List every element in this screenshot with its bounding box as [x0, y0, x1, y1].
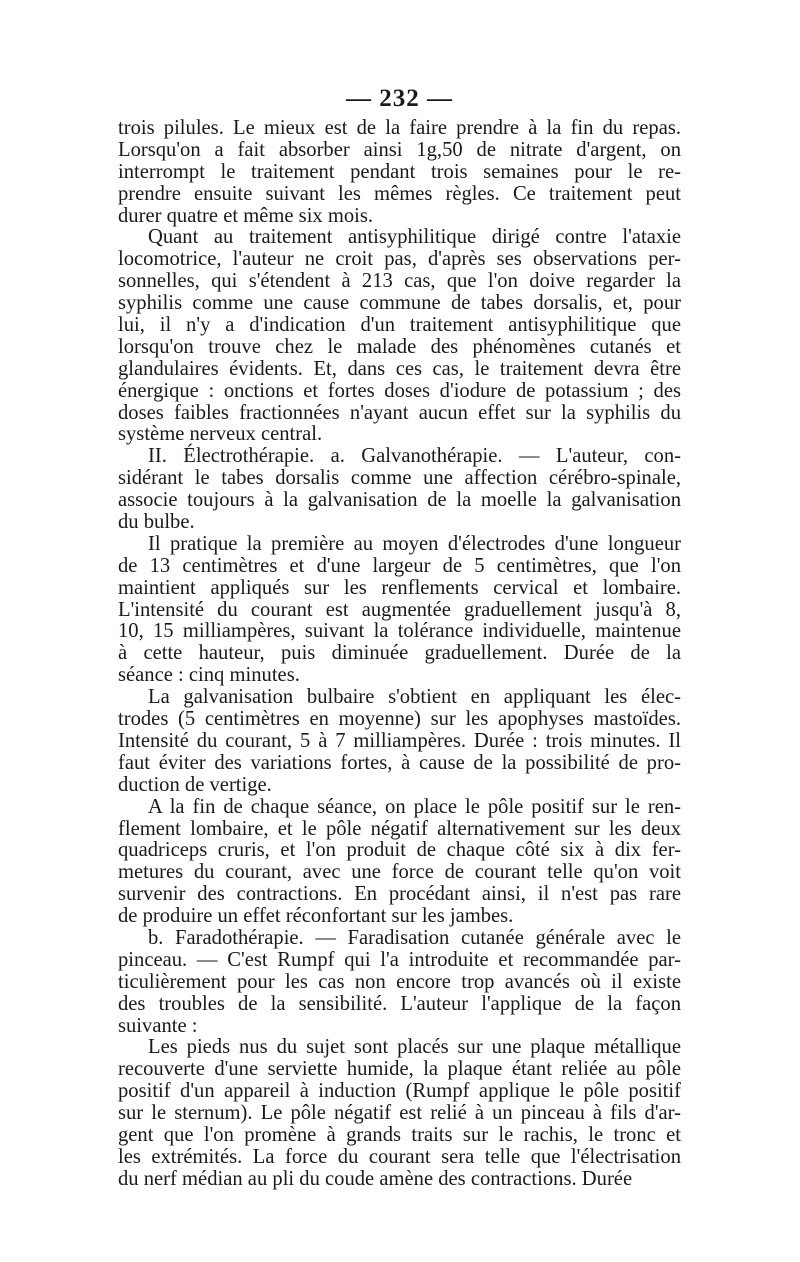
text-line: système nerveux central.	[118, 423, 323, 446]
text-line: associe toujours à la galvanisation de la moelle la galvanisation	[118, 489, 681, 512]
text-line: Lorsqu'on a fait absorber ainsi 1g,50 de nitrate d'argent, on	[118, 138, 681, 161]
text-line: La galvanisation bulbaire s'obtient en appliquant les élec-	[148, 686, 681, 709]
paragraph-silver-nitrate-treatment	[118, 118, 681, 227]
book-page	[118, 84, 681, 1191]
text-line: survenir des contractions. En procédant ainsi, il n'est pas rare	[118, 883, 681, 906]
text-line: ticulièrement pour les cas non encore trop avancés où il existe	[118, 970, 681, 993]
text-line: lorsqu'on trouve chez le malade des phénomènes cutanés et	[118, 335, 681, 358]
text-line: durer quatre et même six mois.	[118, 204, 374, 227]
text-line: gent que l'on promène à grands traits sur le rachis, le tronc et	[118, 1123, 681, 1146]
text-line: positif d'un appareil à induction (Rumpf applique le pôle positif	[118, 1080, 681, 1103]
paragraph-antisyphilitic-treatment	[118, 227, 681, 446]
body-text	[118, 118, 681, 1191]
paragraph-bulbar-galvanization	[118, 687, 681, 796]
text-line: doses faibles fractionnées n'ayant aucun effet sur la syphilis du	[118, 401, 681, 424]
paragraph-spinal-galvanization	[118, 534, 681, 687]
paragraph-end-of-session	[118, 797, 681, 928]
text-line: b. Faradothérapie. — Faradisation cutanée générale avec le	[148, 926, 681, 949]
text-line: pinceau. — C'est Rumpf qui l'a introduite et recommandée par-	[118, 948, 681, 971]
text-line: sonnelles, qui s'étendent à 213 cas, que l'on doive regarder la	[118, 270, 681, 293]
text-line: II. Électrothérapie. a. Galvanothérapie. — L'auteur, con-	[148, 445, 681, 468]
text-line: maintient appliqués sur les renflements cervical et lombaire.	[118, 576, 681, 599]
text-line: A la fin de chaque séance, on place le pôle positif sur le ren-	[148, 795, 681, 818]
text-line: sidérant le tabes dorsalis comme une affection cérébro-spinale,	[118, 467, 681, 490]
text-line: suivante :	[118, 1014, 198, 1037]
text-line: des troubles de la sensibilité. L'auteur l'applique de la façon	[118, 992, 681, 1015]
text-line: du bulbe.	[118, 511, 195, 534]
text-line: prendre ensuite suivant les mêmes règles. Ce traitement peut	[118, 182, 681, 205]
text-line: Les pieds nus du sujet sont placés sur une plaque métallique	[148, 1036, 681, 1059]
page-number: — 232 —	[346, 85, 453, 112]
text-line: 10, 15 milliampères, suivant la tolérance individuelle, maintenue	[118, 620, 681, 643]
text-line: les extrémités. La force du courant sera telle que l'électrisation	[118, 1145, 681, 1168]
text-line: séance : cinq minutes.	[118, 664, 300, 687]
text-line: lui, il n'y a d'indication d'un traitement antisyphilitique que	[118, 314, 681, 337]
text-line: du nerf médian au pli du coude amène des contractions. Durée	[118, 1167, 633, 1190]
text-line: faut éviter des variations fortes, à cause de la possibilité de pro-	[118, 751, 681, 774]
paragraph-electrotherapy-galvanotherapy	[118, 446, 681, 534]
text-line: glandulaires évidents. Et, dans ces cas, le traitement devra être	[118, 357, 681, 380]
text-line: flement lombaire, et le pôle négatif alternativement sur les deux	[118, 817, 681, 840]
text-line: à cette hauteur, puis diminuée graduellement. Durée de la	[118, 642, 681, 665]
text-line: duction de vertige.	[118, 773, 272, 796]
paragraph-faradotherapy	[118, 928, 681, 1037]
paragraph-faradization-procedure	[118, 1037, 681, 1190]
text-line: Il pratique la première au moyen d'électrodes d'une longueur	[148, 532, 681, 555]
text-line: de produire un effet réconfortant sur les jambes.	[118, 905, 514, 928]
text-line: quadriceps cruris, et l'on produit de chaque côté six à dix fer-	[118, 839, 681, 862]
text-line: recouverte d'une serviette humide, la plaque étant reliée au pôle	[118, 1058, 681, 1081]
text-line: trois pilules. Le mieux est de la faire prendre à la fin du repas.	[118, 117, 681, 139]
text-line: locomotrice, l'auteur ne croit pas, d'après ses observations per-	[118, 248, 681, 271]
text-line: de 13 centimètres et d'une largeur de 5 centimètres, que l'on	[118, 554, 681, 577]
text-line: Intensité du courant, 5 à 7 milliampères. Durée : trois minutes. Il	[118, 729, 681, 752]
text-line: Quant au traitement antisyphilitique dirigé contre l'ataxie	[148, 226, 681, 249]
text-line: trodes (5 centimètres en moyenne) sur les apophyses mastoïdes.	[118, 708, 681, 731]
text-line: interrompt le traitement pendant trois semaines pour le re-	[118, 160, 681, 183]
text-line: énergique : onctions et fortes doses d'iodure de potassium ; des	[118, 379, 681, 402]
text-line: L'intensité du courant est augmentée graduellement jusqu'à 8,	[118, 598, 681, 621]
text-line: syphilis comme une cause commune de tabes dorsalis, et, pour	[118, 292, 681, 315]
text-line: metures du courant, avec une force de courant telle qu'on voit	[118, 861, 681, 884]
text-line: sur le sternum). Le pôle négatif est relié à un pinceau à fils d'ar-	[118, 1102, 681, 1125]
